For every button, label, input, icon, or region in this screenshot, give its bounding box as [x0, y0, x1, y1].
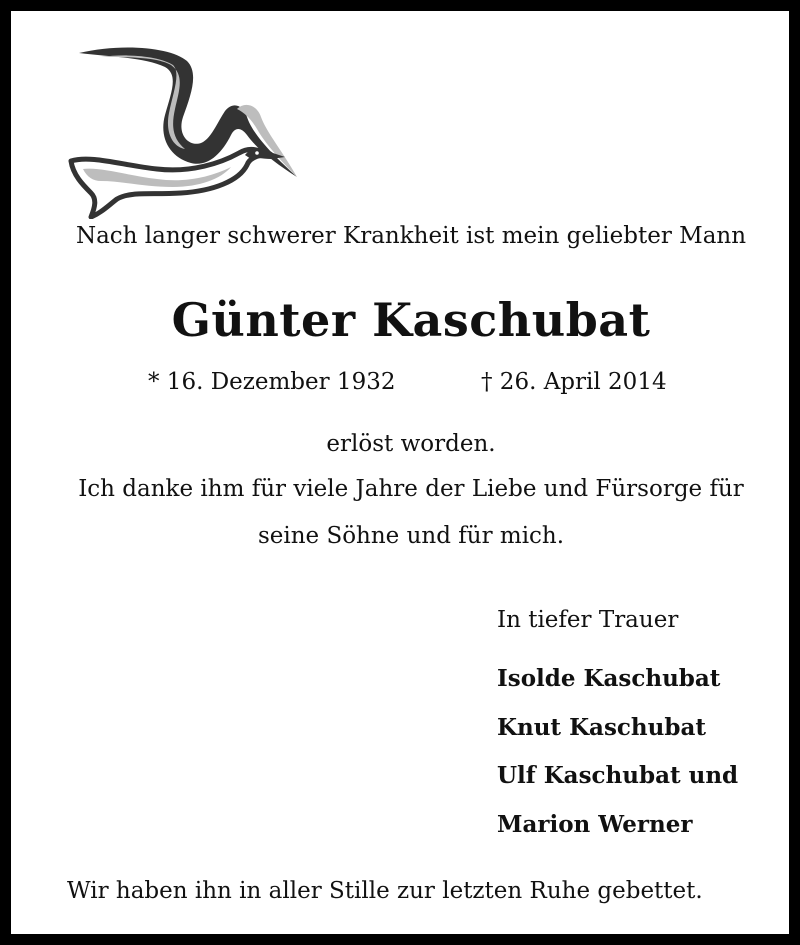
released-text: erlöst worden. — [326, 431, 496, 457]
deceased-name: Günter Kaschubat — [171, 293, 651, 347]
thanks-line-1: Ich danke ihm für viele Jahre der Liebe und Fürsorge für — [78, 476, 744, 502]
mourning-text: In tiefer Trauer — [497, 607, 679, 633]
dove-icon — [61, 39, 311, 219]
thanks-line-2: seine Söhne und für mich. — [257, 523, 565, 549]
signer-name: Knut Kaschubat — [497, 713, 706, 741]
signer-name: Marion Werner — [497, 810, 693, 838]
intro-text: Nach langer schwerer Krankheit ist mein geliebter Mann — [75, 223, 747, 249]
signer-name: Ulf Kaschubat und — [497, 762, 739, 789]
birth-date: * 16. Dezember 1932 — [148, 369, 396, 395]
signer-list — [497, 663, 738, 857]
signer-name: Isolde Kaschubat — [497, 665, 721, 692]
closing-text: Wir haben ihn in aller Stille zur letzten Ruhe gebettet. — [67, 878, 703, 904]
death-date: † 26. April 2014 — [481, 369, 667, 395]
